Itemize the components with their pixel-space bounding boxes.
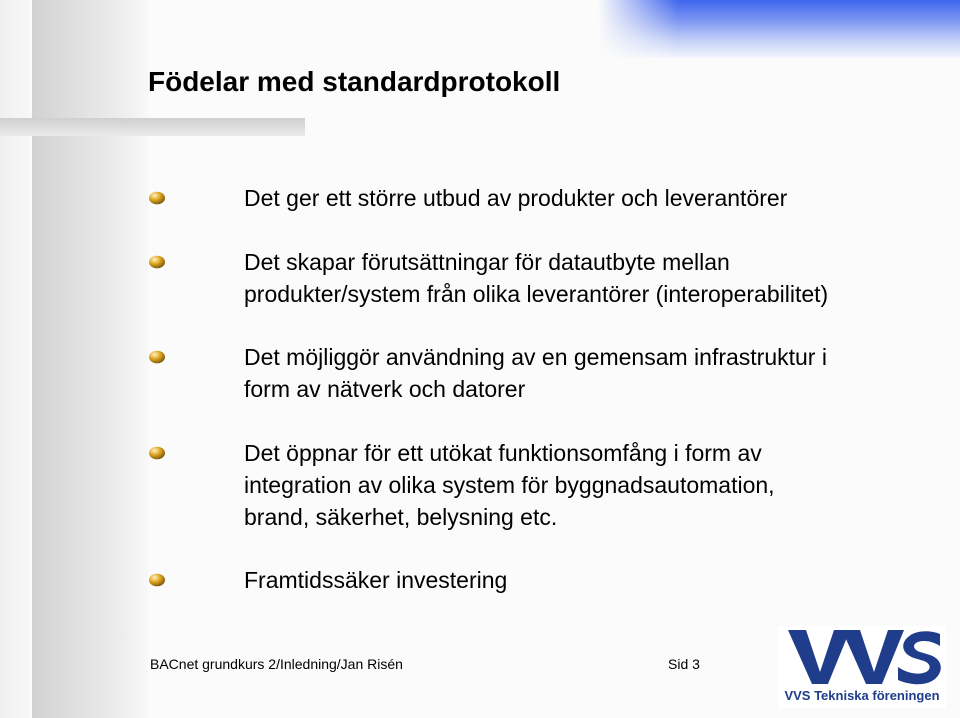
bullet-text: Det möjliggör användning av en gemensam infrastruktur i form av nätverk och datorer: [244, 344, 827, 402]
logo-caption: VVS Tekniska föreningen: [784, 688, 940, 703]
ball-bullet-icon: [148, 255, 166, 269]
bullet-text: Det ger ett större utbud av produkter och leverantörer: [244, 185, 788, 211]
bullet-text: Det öppnar för ett utökat funktionsomfång i form av integration av olika system för byggnadsautomation, brand, säkerhet, belysning etc.: [244, 440, 775, 530]
slide-title: Födelar med standardprotokoll: [148, 66, 561, 97]
ball-bullet-icon: [148, 350, 166, 364]
ball-bullet-icon: [148, 446, 166, 460]
footer-course: BACnet grundkurs 2/Inledning/Jan Risén: [150, 656, 403, 672]
footer-page-number: Sid 3: [668, 656, 700, 672]
ball-bullet-icon: [148, 573, 166, 587]
bullet-text: Det skapar förutsättningar för datautbyte mellan produkter/system från olika leverantörer (interoperabilitet): [244, 249, 829, 307]
ball-bullet-icon: [148, 191, 166, 205]
bullet-text: Framtidssäker investering: [244, 567, 508, 593]
